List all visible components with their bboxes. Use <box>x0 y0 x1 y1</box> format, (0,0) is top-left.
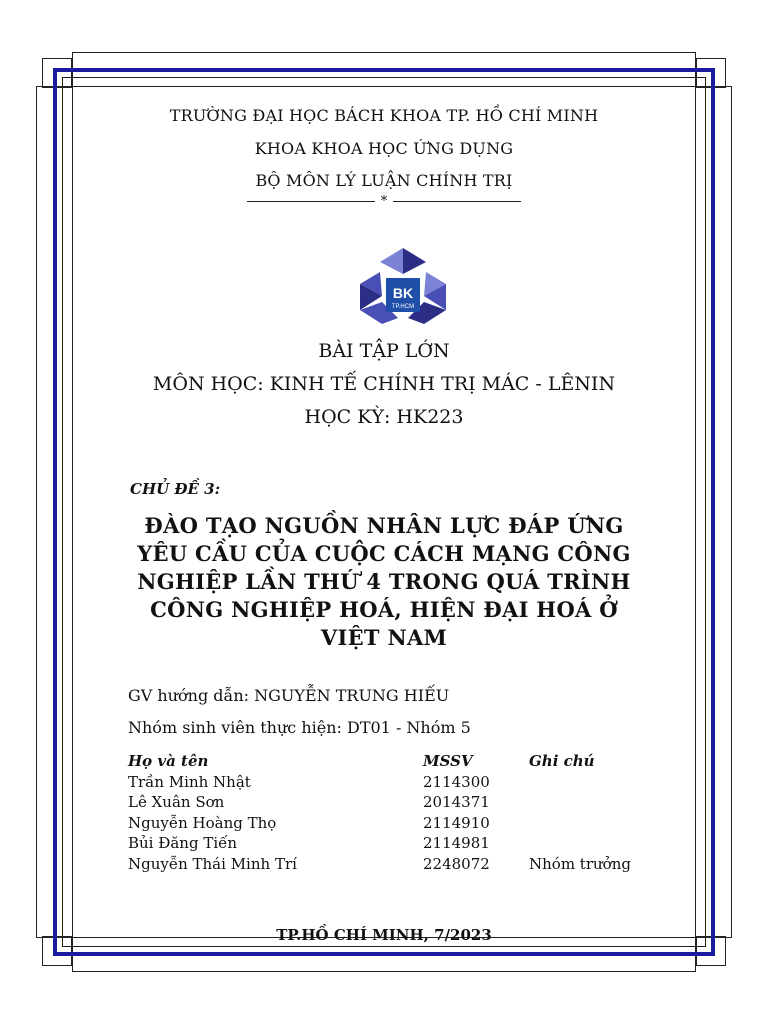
logo-top-left <box>380 248 403 274</box>
member-note <box>529 792 659 813</box>
member-note: Nhóm trưởng <box>529 854 631 873</box>
member-name: Trần Minh Nhật <box>128 772 251 791</box>
department-name: BỘ MÔN LÝ LUẬN CHÍNH TRỊ <box>255 171 513 190</box>
member-note <box>529 833 659 854</box>
divider-rule-right <box>393 201 521 202</box>
assignment-title: BÀI TẬP LỚN <box>318 340 450 362</box>
table-row <box>128 772 659 793</box>
instructor-line: GV hướng dẫn: NGUYỄN TRUNG HIẾU <box>128 686 450 705</box>
member-note <box>529 813 659 834</box>
header-id: MSSV <box>423 752 473 771</box>
university-logo <box>358 248 448 332</box>
topic-line: NGHIỆP LẦN THỨ 4 TRONG QUÁ TRÌNH <box>137 569 631 594</box>
topic-label: CHỦ ĐỀ 3: <box>130 480 221 498</box>
member-id: 2114981 <box>423 834 490 853</box>
logo-top-right <box>403 248 426 274</box>
topic-line: ĐÀO TẠO NGUỒN NHÂN LỰC ĐÁP ỨNG <box>144 513 624 538</box>
member-id: 2114300 <box>423 772 490 791</box>
member-name: Bủi Đăng Tiến <box>128 834 238 853</box>
member-id: 2248072 <box>423 854 490 873</box>
header-name: Họ và tên <box>128 752 209 771</box>
member-name: Nguyễn Hoàng Thọ <box>128 813 277 832</box>
place-date: TP.HỒ CHÍ MINH, 7/2023 <box>276 926 492 944</box>
course-name: MÔN HỌC: KINH TẾ CHÍNH TRỊ MÁC - LÊNIN <box>152 373 616 395</box>
university-name: TRƯỜNG ĐẠI HỌC BÁCH KHOA TP. HỒ CHÍ MINH <box>169 106 599 125</box>
topic-line: YÊU CẦU CỦA CUỘC CÁCH MẠNG CÔNG <box>137 541 631 566</box>
header-divider <box>0 194 768 209</box>
topic-line: VIỆT NAM <box>320 625 448 650</box>
faculty-name: KHOA KHOA HỌC ỨNG DỤNG <box>254 139 514 158</box>
table-row <box>128 833 659 854</box>
table-header-row <box>128 751 659 772</box>
member-note <box>529 772 659 793</box>
table-row <box>128 854 659 875</box>
table-row <box>128 813 659 834</box>
table-row <box>128 792 659 813</box>
topic-title <box>110 512 658 652</box>
member-name: Lê Xuân Sơn <box>128 793 225 812</box>
member-id: 2014371 <box>423 793 490 812</box>
member-name: Nguyễn Thái Minh Trí <box>128 854 297 873</box>
divider-star: * <box>380 194 388 209</box>
header-note: Ghi chú <box>529 752 595 771</box>
logo-text-main: BK <box>392 285 414 301</box>
topic-line: CÔNG NGHIỆP HOÁ, HIỆN ĐẠI HOÁ Ở <box>150 597 618 622</box>
group-line: Nhóm sinh viên thực hiện: DT01 - Nhóm 5 <box>128 718 471 737</box>
members-table <box>128 751 659 874</box>
divider-rule-left <box>247 201 375 202</box>
member-id: 2114910 <box>423 813 490 832</box>
logo-text-sub: TP.HCM <box>391 304 415 310</box>
semester: HỌC KỲ: HK223 <box>304 406 464 428</box>
